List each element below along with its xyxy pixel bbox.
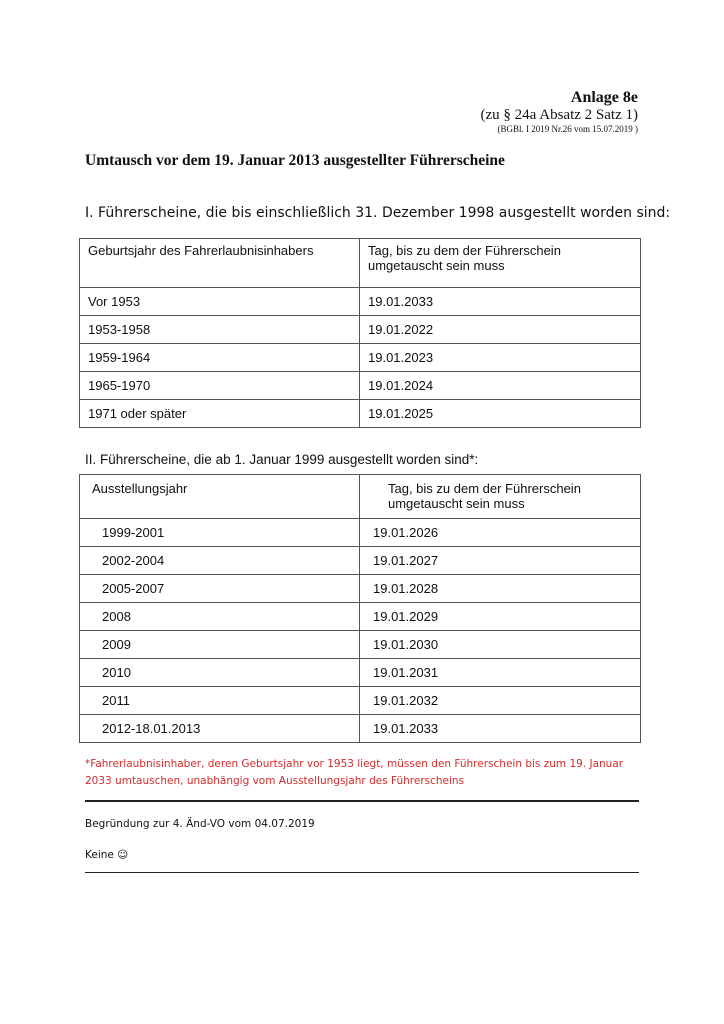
column-header-birth-year: Geburtsjahr des Fahrerlaubnisinhabers (88, 243, 314, 258)
annex-header (481, 88, 638, 135)
column-header-deadline: Tag, bis zu dem der Führerschein umgetauscht sein muss (388, 481, 581, 511)
section2-heading: II. Führerscheine, die ab 1. Januar 1999 ausgestellt worden sind*: (85, 452, 479, 467)
issue-year-cell: 2002-2004 (102, 553, 165, 568)
table-row (80, 344, 641, 372)
deadline-cell: 19.01.2022 (368, 322, 434, 337)
deadline-cell: 19.01.2028 (373, 581, 439, 596)
exchange-table-by-issue-year (79, 474, 641, 743)
table-row (80, 519, 641, 547)
table-row (80, 715, 641, 743)
deadline-cell: 19.01.2032 (373, 693, 439, 708)
table-row (80, 687, 641, 715)
birth-year-cell: 1953-1958 (88, 322, 151, 337)
footnote: *Fahrerlaubnisinhaber, deren Geburtsjahr vor 1953 liegt, müssen den Führerschein bis zum 19. Januar 2033 umtauschen, unabhängig vom Ausstellungsjahr des Führerscheins (85, 758, 624, 787)
issue-year-cell: 2011 (102, 693, 130, 708)
issue-year-cell: 2012-18.01.2013 (102, 721, 201, 736)
table-row (80, 400, 641, 428)
table-row (80, 288, 641, 316)
deadline-cell: 19.01.2033 (368, 294, 434, 309)
annex-reference: (zu § 24a Absatz 2 Satz 1) (480, 107, 638, 123)
table-row (80, 659, 641, 687)
column-header-issue-year: Ausstellungsjahr (92, 481, 188, 496)
birth-year-cell: 1959-1964 (88, 350, 151, 365)
issue-year-cell: 2010 (102, 665, 131, 680)
justification-text: Keine ☺ (85, 849, 129, 861)
issue-year-cell: 1999-2001 (102, 525, 165, 540)
column-header-deadline: Tag, bis zu dem der Führerschein umgetauscht sein muss (368, 243, 561, 273)
table-row (80, 631, 641, 659)
table-row (80, 603, 641, 631)
table-row (80, 316, 641, 344)
exchange-table-by-birth-year (79, 238, 641, 428)
table-header-row (80, 475, 641, 519)
deadline-cell: 19.01.2030 (373, 637, 439, 652)
justification-heading: Begründung zur 4. Änd-VO vom 04.07.2019 (85, 818, 315, 830)
deadline-cell: 19.01.2033 (373, 721, 439, 736)
annex-source: (BGBl. I 2019 Nr.26 vom 15.07.2019 ) (497, 124, 638, 134)
table-row (80, 575, 641, 603)
table-row (80, 372, 641, 400)
deadline-cell: 19.01.2024 (368, 378, 434, 393)
deadline-cell: 19.01.2027 (373, 553, 439, 568)
birth-year-cell: 1971 oder später (88, 406, 187, 421)
issue-year-cell: 2009 (102, 637, 131, 652)
section-divider (85, 800, 639, 802)
document-title: Umtausch vor dem 19. Januar 2013 ausgestellter Führerscheine (85, 152, 505, 169)
bottom-divider (85, 872, 639, 873)
issue-year-cell: 2005-2007 (102, 581, 165, 596)
birth-year-cell: 1965-1970 (88, 378, 151, 393)
table-header-row (80, 239, 641, 288)
deadline-cell: 19.01.2023 (368, 350, 434, 365)
birth-year-cell: Vor 1953 (88, 294, 141, 309)
deadline-cell: 19.01.2025 (368, 406, 434, 421)
table-row (80, 547, 641, 575)
deadline-cell: 19.01.2026 (373, 525, 439, 540)
issue-year-cell: 2008 (102, 609, 131, 624)
section1-heading: I. Führerscheine, die bis einschließlich 31. Dezember 1998 ausgestellt worden sind: (85, 205, 671, 221)
deadline-cell: 19.01.2029 (373, 609, 439, 624)
deadline-cell: 19.01.2031 (373, 665, 439, 680)
annex-title: Anlage 8e (570, 89, 638, 106)
